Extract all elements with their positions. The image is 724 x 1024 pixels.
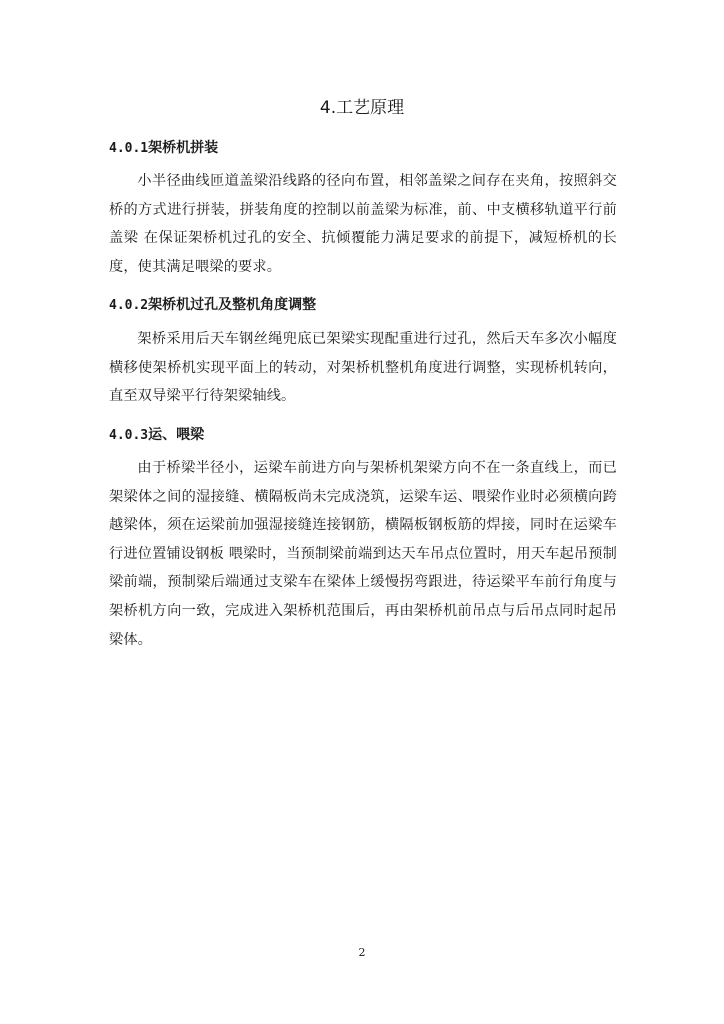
section-number: 4.0.1 — [109, 141, 149, 156]
section-title: 架桥机过孔及整机角度调整 — [148, 297, 317, 313]
section-heading-4-0-1 — [109, 138, 218, 159]
section-body-4-0-3: 由于桥梁半径小，运梁车前进方向与架桥机架梁方向不在一条直线上，而已架梁体之间的湿接缝、横隔板尚未完成浇筑，运梁车运、喂梁作业时必须横向跨越梁体，须在运梁前加强湿接缝连接钢筋，横隔板钢板筋的焊接，同时在运梁车行进位置铺设钢板 喂梁时，当预制梁前端到达天车吊点位置时，用天车起吊预制梁前端，预制梁后端通过支梁车在梁体上缓慢拐弯跟进，待运梁平车前行角度与架桥机方向一致，完成进入架桥机范围后，再由架桥机前吊点与后吊点同时起吊梁体。 — [109, 460, 617, 648]
section-title: 架桥机拼装 — [148, 140, 219, 156]
section-body-4-0-2: 架桥采用后天车钢丝绳兜底已架梁实现配重进行过孔，然后天车多次小幅度横移使架桥机实现平面上的转动，对架桥机整机角度进行调整，实现桥机转向，直至双导梁平行待架梁轴线。 — [109, 331, 617, 405]
section-number: 4.0.3 — [109, 428, 149, 443]
section-heading-4-0-2 — [109, 295, 316, 316]
page-number: 2 — [358, 946, 366, 959]
section-title: 运、喂梁 — [148, 427, 205, 443]
section-body-4-0-1: 小半径曲线匝道盖梁沿线路的径向布置，相邻盖梁之间存在夹角，按照斜交桥的方式进行拼装，拼装角度的控制以前盖梁为标准，前、中支横移轨道平行前盖梁 在保证架桥机过孔的安全、抗倾覆能力满足要求的前提下，减短桥机的长度，使其满足喂梁的要求。 — [109, 173, 617, 275]
section-number: 4.0.2 — [109, 298, 149, 313]
chapter-title: 4.工艺原理 — [319, 98, 405, 118]
section-heading-4-0-3 — [109, 425, 204, 446]
